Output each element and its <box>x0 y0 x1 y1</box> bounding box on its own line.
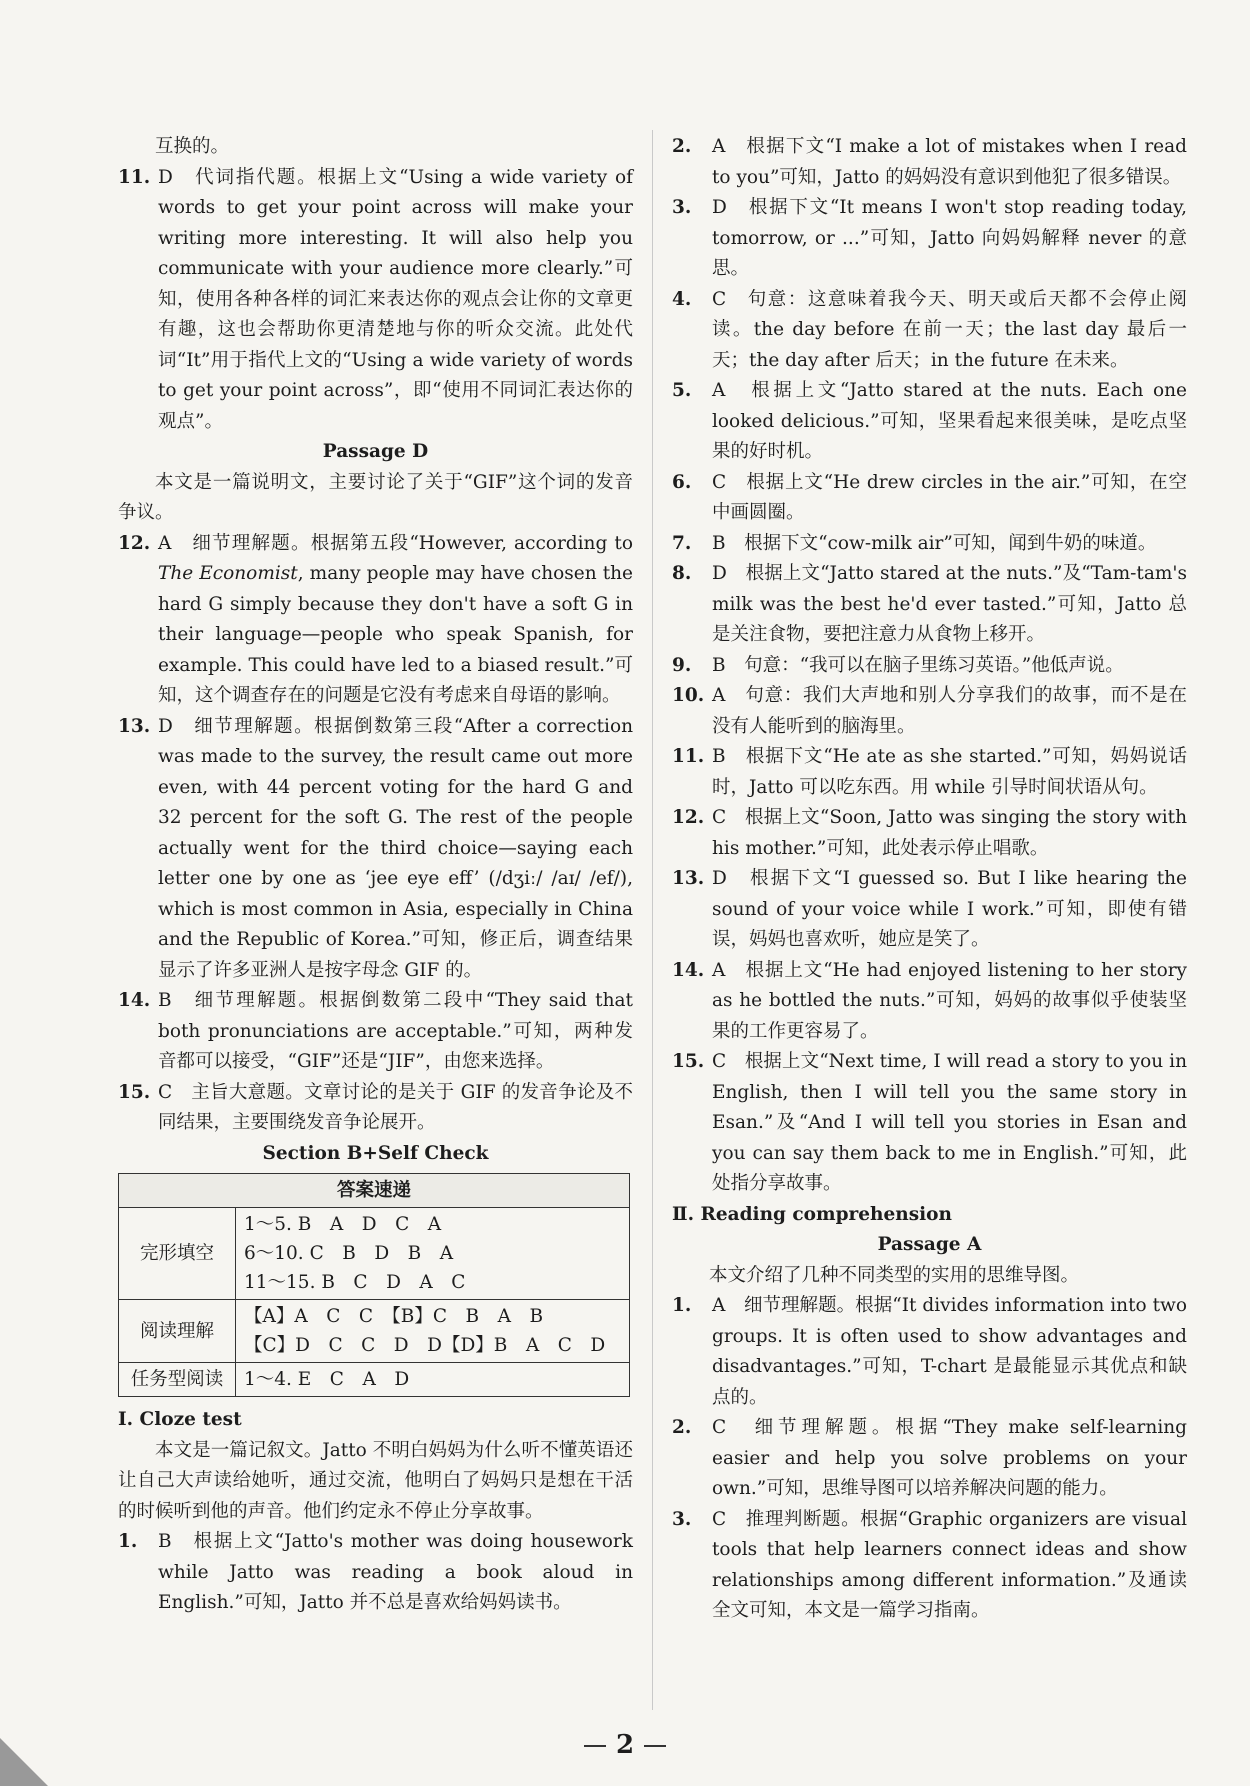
answer-item <box>118 529 633 712</box>
item-number: 8. <box>672 563 692 584</box>
item-number: 9. <box>672 654 692 676</box>
table-row <box>119 1363 630 1397</box>
column-divider <box>652 130 653 1710</box>
reading-heading: Ⅱ. Reading comprehension <box>672 1203 952 1225</box>
item-text: C 根据上文“Soon, Jatto was singing the story with his mother.”可知，此处表示停止唱歌。 <box>712 807 1187 859</box>
continued-text: 互换的。 <box>155 136 230 157</box>
passage-title: Passage A <box>877 1234 982 1255</box>
item-text: D 细节理解题。根据倒数第三段“After a correction was made to the survey, the result came out more even, with 44 percent voting for the hard G and 32 percent for the soft G. The rest of the people actually went for the third choice—saying each letter one by one as ‘jee eye eff’ (/dʒiː/ /aɪ/ /ef/), which is most common in Asia, especially in China and the Republic of Korea.”可知，修正后，调查结果显示了许多亚洲人是按字母念 GIF 的。 <box>158 715 633 981</box>
answer-item <box>672 956 1187 1048</box>
cloze-intro: 本文是一篇记叙文。Jatto 不明白妈妈为什么听不懂英语还让自己大声读给她听，通过交流，他明白了妈妈只是想在干活的时候听到他的声音。他们约定永不停止分享故事。 <box>118 1439 633 1522</box>
row-label: 阅读理解 <box>119 1300 236 1363</box>
item-text: D 根据上文“Jatto stared at the nuts.”及“Tam-tam's milk was the best he'd ever tasted.”可知，Jatto 总是关注食物，要把注意力从食物上移开。 <box>712 563 1187 645</box>
item-text: C 推理判断题。根据“Graphic organizers are visual tools that help learners connect ideas and show relationships among different information.”及通读全文可知，本文是一篇学习指南。 <box>712 1508 1187 1621</box>
item-text: B 根据下文“cow-milk air”可知，闻到牛奶的味道。 <box>712 532 1157 554</box>
item-number: 2. <box>672 1417 692 1438</box>
item-italic: The Economist <box>158 563 298 584</box>
item-text: B 细节理解题。根据倒数第二段中“They said that both pronunciations are acceptable.”可知，两种发音都可以接受，“GIF”还是“JIF”，由您来选择。 <box>158 990 633 1072</box>
item-text: C 主旨大意题。文章讨论的是关于 GIF 的发音争论及不同结果，主要围绕发音争论展开。 <box>158 1081 633 1133</box>
answer-line: 【C】D C C D D【D】B A C D <box>244 1335 606 1356</box>
answer-line: 【A】A C C 【B】C B A B <box>244 1306 544 1327</box>
item-number: 2. <box>672 136 692 157</box>
passage-intro: 本文介绍了几种不同类型的实用的思维导图。 <box>709 1264 1080 1286</box>
item-text: D 根据下文“It means I won't stop reading today, tomorrow, or ...”可知，Jatto 向妈妈解释 never 的意思。 <box>712 197 1187 279</box>
page-number: 2 <box>615 1730 635 1760</box>
answer-item <box>672 1413 1187 1505</box>
answer-item <box>118 986 633 1078</box>
item-number: 3. <box>672 197 692 218</box>
row-label: 完形填空 <box>119 1208 236 1300</box>
row-label: 任务型阅读 <box>119 1363 236 1397</box>
item-text: A 根据上文“He had enjoyed listening to her story as he bottled the nuts.”可知，妈妈的故事似乎使装坚果的工作更容易了。 <box>712 959 1187 1042</box>
answer-item <box>672 1505 1187 1627</box>
section-title: Section B+Self Check <box>262 1142 489 1164</box>
item-text: A 句意：我们大声地和别人分享我们的故事，而不是在没有人能听到的脑海里。 <box>712 685 1187 737</box>
footer-dash <box>644 1745 666 1747</box>
answer-table <box>118 1173 630 1397</box>
item-number: 3. <box>672 1508 692 1530</box>
passage-intro: 本文是一篇说明文，主要讨论了关于“GIF”这个词的发音争议。 <box>118 471 633 523</box>
footer-dash <box>584 1745 606 1747</box>
answer-item <box>672 803 1187 864</box>
item-text: B 根据下文“He ate as she started.”可知，妈妈说话时，Jatto 可以吃东西。用 while 引导时间状语从句。 <box>712 746 1187 798</box>
answer-item <box>672 742 1187 803</box>
item-text: B 根据上文“Jatto's mother was doing housework while Jatto was reading a book aloud in English.”可知，Jatto 并不总是喜欢给妈妈读书。 <box>158 1531 633 1613</box>
item-number: 15. <box>118 1081 151 1103</box>
table-row <box>119 1300 630 1363</box>
item-number: 12. <box>672 807 705 828</box>
item-text: C 细节理解题。根据“They make self-learning easier and help you solve problems on your own.”可知，思维导图可以培养解决问题的能力。 <box>712 1417 1187 1499</box>
item-text: D 根据下文“I guessed so. But I like hearing the sound of your voice while I work.”可知，即使有错误，妈妈也喜欢听，她应是笑了。 <box>712 868 1187 950</box>
item-number: 11. <box>118 166 151 188</box>
answer-item <box>118 1527 633 1619</box>
item-text: C 根据上文“Next time, I will read a story to you in English, then I will tell you the same story in Esan.”及“And I will tell you stories in Esan and you can say them back to me in English.”可知，此处指分享故事。 <box>712 1051 1187 1194</box>
item-number: 12. <box>118 532 151 554</box>
row-answers <box>236 1363 630 1397</box>
answer-line: 1～4. E C A D <box>244 1369 410 1390</box>
answer-line: 1～5. B A D C A <box>244 1214 442 1235</box>
answer-item <box>672 376 1187 468</box>
item-text: B 句意：“我可以在脑子里练习英语。”他低声说。 <box>712 654 1124 676</box>
page-corner-mark <box>0 1738 48 1786</box>
page-footer <box>0 1730 1250 1760</box>
answer-item <box>672 285 1187 377</box>
answer-item <box>672 468 1187 529</box>
answer-line: 11～15. B C D A C <box>244 1272 466 1293</box>
item-number: 13. <box>672 868 705 889</box>
answer-item <box>672 132 1187 193</box>
answer-line: 6～10. C B D B A <box>244 1243 454 1264</box>
answer-item <box>118 1078 633 1139</box>
table-header: 答案速递 <box>119 1174 630 1208</box>
answer-item <box>118 712 633 987</box>
item-number: 1. <box>118 1531 138 1552</box>
item-text: A 细节理解题。根据“It divides information into two groups. It is often used to show advantages and disadvantages.”可知，T-chart 是最能显示其优点和缺点的。 <box>712 1295 1187 1408</box>
item-text: , many people may have chosen the hard G simply because they don't have a soft G in their language—people who speak Spanish, for example. This could have led to a biased result.”可知，这个调查存在的问题是它没有考虑来自母语的影响。 <box>158 563 633 706</box>
item-number: 15. <box>672 1051 705 1072</box>
table-row <box>119 1208 630 1300</box>
answer-item <box>672 193 1187 285</box>
answer-item <box>672 651 1187 682</box>
answer-item <box>672 864 1187 956</box>
cloze-heading: Ⅰ. Cloze test <box>118 1409 242 1430</box>
answer-item <box>672 1047 1187 1200</box>
item-text: A 细节理解题。根据第五段“However, according to <box>158 532 633 554</box>
item-text: C 句意：这意味着我今天、明天或后天都不会停止阅读。the day before 在前一天；the last day 最后一天；the day after 后天；in the future 在未来。 <box>712 288 1187 371</box>
left-column <box>118 132 633 1619</box>
item-number: 14. <box>118 990 151 1011</box>
right-column <box>672 132 1187 1627</box>
answer-item <box>672 559 1187 651</box>
item-text: A 根据上文“Jatto stared at the nuts. Each one looked delicious.”可知，坚果看起来很美味，是吃点坚果的好时机。 <box>712 380 1187 462</box>
item-number: 4. <box>672 288 692 310</box>
item-number: 10. <box>672 685 705 706</box>
answer-item <box>672 529 1187 560</box>
item-number: 13. <box>118 715 151 737</box>
item-number: 5. <box>672 380 692 401</box>
item-text: C 根据上文“He drew circles in the air.”可知，在空中画圆圈。 <box>712 471 1187 523</box>
item-text: A 根据下文“I make a lot of mistakes when I read to you”可知，Jatto 的妈妈没有意识到他犯了很多错误。 <box>712 136 1187 188</box>
item-number: 14. <box>672 959 705 981</box>
item-number: 6. <box>672 471 692 493</box>
row-answers <box>236 1208 630 1300</box>
item-text: D 代词指代题。根据上文“Using a wide variety of words to get your point across will make your writing more interesting. It will also help you communicate with your audience more clearly.”可知，使用各种各样的词汇来表达你的观点会让你的文章更有趣，这也会帮助你更清楚地与你的听众交流。此处代词“It”用于指代上文的“Using a wide variety of words to get your point across”，即“使用不同词汇表达你的观点”。 <box>158 166 633 432</box>
item-number: 11. <box>672 746 705 767</box>
answer-item <box>672 681 1187 742</box>
answer-item <box>118 163 633 438</box>
answer-item <box>672 1291 1187 1413</box>
item-number: 7. <box>672 532 692 554</box>
passage-title: Passage D <box>322 441 429 462</box>
row-answers <box>236 1300 630 1363</box>
item-number: 1. <box>672 1295 692 1316</box>
